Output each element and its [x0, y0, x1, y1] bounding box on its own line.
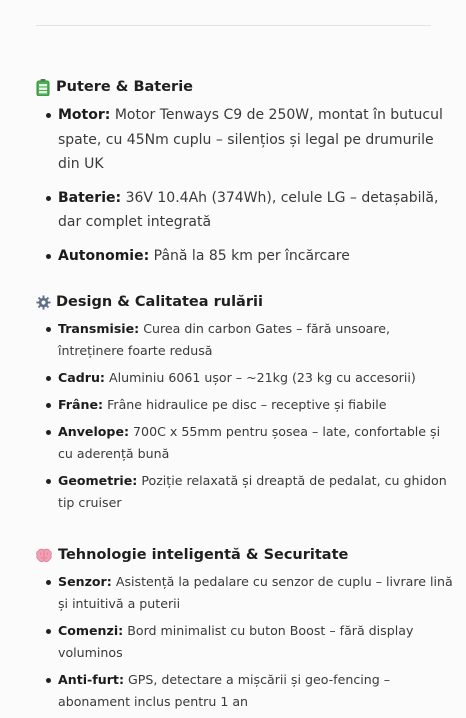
bullet [46, 580, 51, 585]
section-title-text: Tehnologie inteligentă & Securitate [58, 547, 349, 563]
bullet [46, 113, 51, 118]
item-text: 36V 10.4Ah (374Wh), celule LG – detașabilă, dar complet integrată [58, 189, 439, 230]
top-divider [36, 25, 431, 26]
item-label: Senzor: [58, 574, 112, 589]
item-text: Curea din carbon Gates – fără unsoare, întreținere foarte redusă [58, 321, 391, 358]
bullet [46, 479, 51, 484]
section-title-text: Putere & Baterie [56, 79, 193, 95]
item-text: Poziție relaxată și dreaptă de pedalat, cu ghidon tip cruiser [58, 473, 447, 510]
item-label: Motor: [58, 107, 111, 123]
list-item [36, 394, 456, 416]
item-label: Anvelope: [58, 424, 130, 439]
item-text: GPS, detectare a mișcării și geo-fencing – abonament inclus pentru 1 an [58, 672, 391, 709]
list-item [36, 470, 456, 514]
bullet [46, 327, 51, 332]
item-label: Cadru: [58, 370, 105, 385]
list-item [36, 244, 456, 269]
list-item [36, 103, 456, 177]
item-text: Bord minimalist cu buton Boost – fără display voluminos [58, 623, 414, 660]
bullet [46, 254, 51, 259]
item-text: Frâne hidraulice pe disc – receptive și fiabile [107, 397, 387, 412]
bullet [46, 678, 51, 683]
item-label: Baterie: [58, 189, 122, 206]
list-item [36, 318, 456, 362]
bullet [46, 629, 51, 634]
section-title [36, 292, 456, 312]
item-label: Anti-furt: [58, 672, 124, 687]
bullet [46, 430, 51, 435]
list-item [36, 367, 456, 389]
section-title-text: Design & Calitatea rulării [56, 294, 263, 310]
section-tech-security [36, 545, 456, 718]
brain-icon [36, 547, 52, 564]
item-label: Comenzi: [58, 623, 124, 638]
battery-icon [36, 79, 50, 96]
item-label: Transmisie: [58, 321, 140, 336]
section-title [36, 77, 456, 97]
section-power-battery [36, 77, 456, 277]
section-design-ride [36, 292, 456, 519]
bullet [46, 376, 51, 381]
list-item [36, 571, 456, 615]
item-text: Motor Tenways C9 de 250W, montat în butucul spate, cu 45Nm cuplu – silențios și legal pe drumurile din UK [58, 107, 443, 172]
bullet [46, 196, 51, 201]
item-text: Până la 85 km per încărcare [153, 247, 350, 264]
list-item [36, 669, 456, 713]
list-item [36, 620, 456, 664]
item-text: Aluminiu 6061 ușor – ~21kg (23 kg cu accesorii) [108, 370, 416, 385]
item-text: 700C x 55mm pentru șosea – late, confortable și cu aderență bună [58, 424, 441, 461]
item-label: Autonomie: [58, 247, 150, 264]
section-title [36, 545, 456, 565]
list-item [36, 186, 456, 235]
bullet [46, 403, 51, 408]
item-label: Geometrie: [58, 473, 138, 488]
list-item [36, 421, 456, 465]
item-label: Frâne: [58, 397, 104, 412]
item-text: Asistență la pedalare cu senzor de cuplu – livrare lină și intuitivă a puterii [58, 574, 453, 611]
gear-icon [36, 294, 50, 311]
